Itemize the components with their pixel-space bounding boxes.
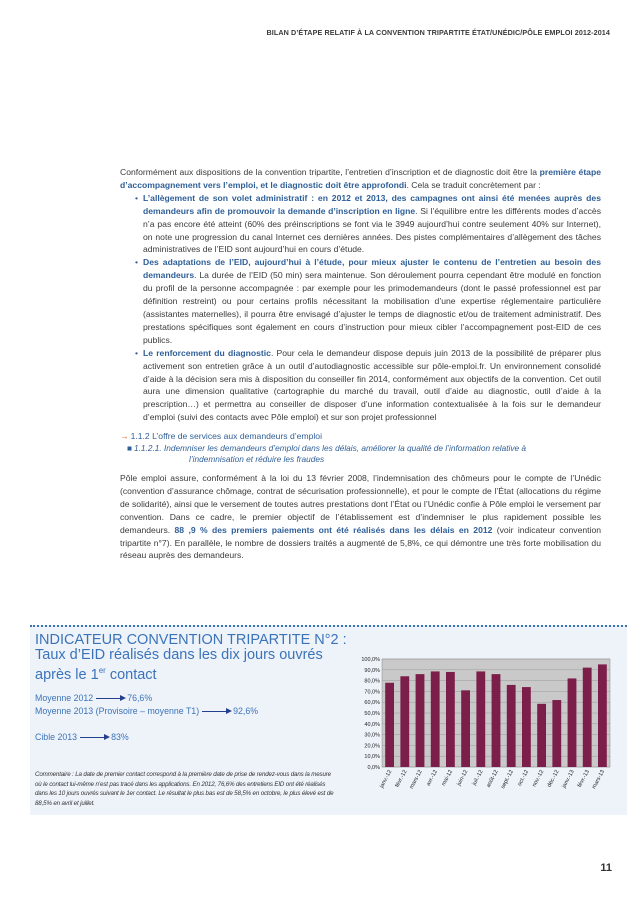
running-header: BILAN D’ÉTAPE RELATIF À LA CONVENTION TRIPARTITE ÉTAT/UNÉDIC/PÔLE EMPLOI 2012-2014 [266, 28, 610, 37]
y-tick-label: 70,0% [364, 689, 380, 696]
intro-paragraph: Conformément aux dispositions de la convention tripartite, l’entretien d’inscription et de diagnostic doit être la première étape d’accompagnement vers l’emploi, et le diagnostic doit être approfondi. Cela se traduit concrètement par : [120, 167, 601, 190]
x-tick-label: nov.-12 [531, 769, 546, 789]
list-item: • Le renforcement du diagnostic. Pour cela le demandeur dispose depuis juin 2013 de la possibilité de préparer plus activement son entretien grâce à un outil d’autodiagnostic accessible sur pôle-emploi.fr. Un environnement consolidé d’aide à la décision sera mis à disposition du conseiller fin 2014, conformément aux objectifs de la convention. Cet outil aura une dimension qualitative (cartographie du marché du travail, outil d’aide au diagnostic, outil d’aide à la prescription…) et permettra au conseiller de disposer d’une information contextualisée à la fois sur le demandeur d’emploi (suivi des contacts avec Pôle emploi) et sur son projet professionnel [135, 347, 601, 423]
bullet-icon: • [135, 257, 139, 268]
bar [431, 671, 440, 767]
list-item: • L’allègement de son volet administratif : en 2012 et 2013, des campagnes ont ainsi été menées auprès des demandeurs afin de promouvoir la demande d’inscription en ligne. Si l’équilibre entre les différents modes d’accès n’a pas encore été atteint (60% des préinscriptions se font via le 3949 aujourd’hui contre seulement 40% sur Internet), on note une progression du canal Internet ces dernières années. Des pistes complémentaires d’allègement des tâches administratives de l’EID sont aujourd’hui en cours d’étude. [135, 192, 601, 255]
main-text [120, 166, 601, 562]
x-tick-label: juin-12 [456, 769, 470, 787]
arrow-right-icon: → [120, 431, 129, 442]
bar [537, 704, 546, 767]
x-tick-label: févr.-12 [394, 769, 409, 789]
indemnisation-paragraph: Pôle emploi assure, conformément à la loi du 13 février 2008, l’indemnisation des chômeurs pour le compte de l’Unédic (convention d’assurance chômage, contrat de sécurisation professionnelle), et pour le compte de l’État (allocations du régime de solidarité), ainsi que le versement de toutes autres prestations dont l’État ou l’Unédic confie à Pôle emploi le versement par convention. Dans ce cadre, le premier objectif de l’établissement est d’indemniser le plus rapidement possible les demandeurs. 88 ,9 % des premiers paiements ont été réalisés dans les délais en 2012 (voir indicateur convention tripartite n°7). En parallèle, le nombre de dossiers traités a augmenté de 5,8%, ce qui démontre une très forte mobilisation du réseau auprès des demandeurs. [120, 473, 602, 561]
target-2013: Cible 2013 83% [35, 732, 129, 742]
payments-highlight: 88 ,9 % des premiers paiements ont été réalisés dans les délais en 2012 [174, 524, 493, 535]
y-tick-label: 100,0% [361, 657, 380, 663]
subsection-heading: ■ 1.1.2.1. Indemniser les demandeurs d’emploi dans les délais, améliorer la qualité de l’information relative à l’indemnisation et réduire les fraudes [127, 443, 527, 465]
x-tick-label: sept.-12 [500, 769, 515, 790]
average-2013: Moyenne 2013 (Provisoire – moyenne T1) 92,6% [35, 706, 259, 716]
x-tick-label: mars-13 [591, 769, 607, 791]
arrow-right-icon [202, 711, 230, 712]
x-tick-label: déc.-12 [546, 769, 561, 789]
y-tick-label: 0,0% [367, 765, 380, 771]
x-tick-label: mai-12 [440, 769, 455, 788]
bar [461, 690, 470, 767]
x-tick-label: mars-12 [408, 769, 424, 791]
list-item: • Des adaptations de l’EID, aujourd’hui à l’étude, pour mieux ajuster le contenu de l’entretien au besoin des demandeurs. La durée de l’EID (50 min) sera maintenue. Son déroulement pourra cependant être modulé en fonction du profil de la personne accompagnée : par exemple pour les primodemandeurs (dont le passé professionnel est par définition restreint) ou pour certains profils nécessitant la mobilisation d’une expertise réglementaire particulière (assistantes maternelles), il pourra être envisagé d’ajuster le temps de diagnostic et/ou de traitement administratif. Des prestations spécifiques sont également en cours d’instruction pour mieux cibler l’accompagnement post-EID de ces publics. [135, 257, 601, 345]
bar [400, 676, 409, 767]
bar [598, 664, 607, 767]
bar [552, 700, 561, 767]
bar [416, 674, 425, 767]
eid-rate-bar-chart [350, 656, 615, 816]
bar [385, 683, 394, 767]
bar [476, 671, 485, 767]
x-tick-label: janv.-13 [561, 769, 576, 790]
bar [583, 668, 592, 767]
bullet-icon: • [135, 347, 139, 358]
indicator-figures [35, 692, 258, 744]
indicator-title: INDICATEUR CONVENTION TRIPARTITE N°2 : Taux d’EID réalisés dans les dix jours ouvrés après le 1er contact [35, 632, 347, 683]
y-tick-label: 10,0% [364, 754, 380, 761]
page-number: 11 [600, 862, 612, 874]
bar [446, 672, 455, 767]
square-bullet-icon: ■ [127, 443, 133, 454]
intro-highlight: première étape d’accompagnement vers l’emploi, et le diagnostic doit être approfondi [120, 167, 601, 190]
y-tick-label: 50,0% [364, 711, 380, 717]
x-tick-label: févr.-13 [576, 769, 591, 789]
y-tick-label: 90,0% [364, 667, 380, 674]
x-tick-label: août-12 [485, 769, 500, 789]
y-tick-label: 40,0% [364, 721, 380, 728]
y-tick-label: 60,0% [364, 700, 380, 707]
average-2012: Moyenne 2012 76,6% [35, 693, 153, 703]
bar [522, 687, 531, 767]
bar [568, 678, 577, 767]
x-tick-label: oct.-12 [516, 769, 531, 788]
x-tick-label: avr.-12 [425, 769, 439, 788]
arrow-right-icon [80, 737, 108, 738]
indicator-comment: Commentaire : La date de premier contact correspond à la première date de prise de rendez-vous dans la mesure où le contact lui-même n’est pas tracé dans les applications. En 2012, 76,6% des entretiens EID ont été réalisés dans les 10 jours ouvrés suivant le 1er contact. Le résultat le plus bas est de 58,5% en octobre, le plus élevé est de 88,5% en avril et juillet. [35, 771, 334, 807]
arrow-right-icon [96, 698, 124, 699]
y-tick-label: 80,0% [364, 678, 380, 685]
measures-list [120, 192, 601, 424]
x-tick-label: juil.-12 [471, 769, 485, 787]
x-tick-label: janv.-12 [378, 769, 394, 790]
section-heading: → 1.1.2 L’offre de services aux demandeurs d’emploi [120, 431, 322, 442]
y-tick-label: 20,0% [364, 743, 380, 750]
bullet-icon: • [135, 192, 139, 203]
bar [507, 685, 516, 767]
y-tick-label: 30,0% [364, 732, 380, 739]
bar [492, 674, 501, 767]
